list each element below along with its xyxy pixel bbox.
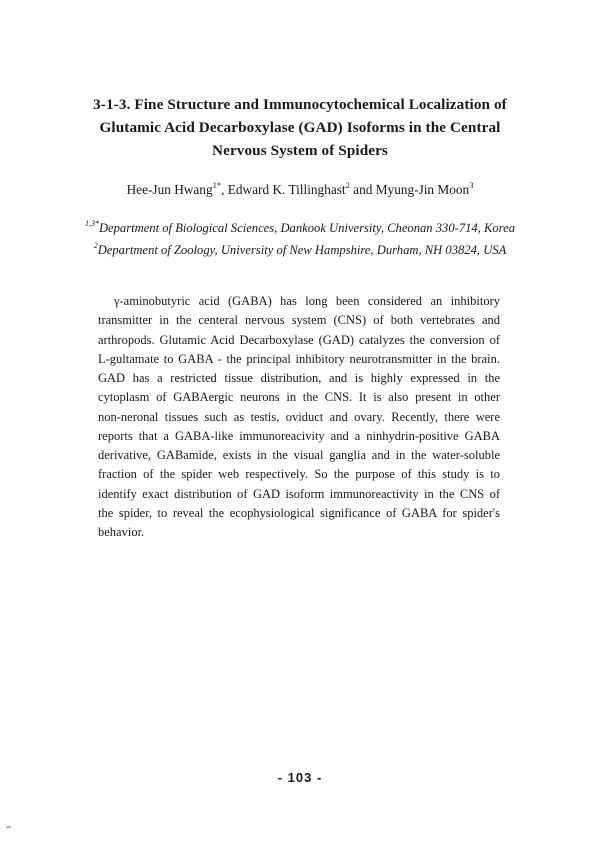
author-affiliation-mark: 2 [345,180,350,190]
affiliation [60,239,540,261]
author-name: Myung-Jin Moon [375,182,470,197]
abstract-line: reports that a GABA-like immunoreacivity and a ninhydrin-positive GABA [98,428,500,443]
author-list [60,180,540,200]
affiliation-text: Department of Biological Sciences, Dankook University, Cheonan 330-714, Korea [98,221,516,235]
author-separator: , [221,182,228,197]
abstract-line: transmitter in the centeral nervous system (CNS) of both vertebrates and [98,313,500,328]
author-affiliation-mark: 1* [212,180,222,190]
page-number: - 103 - [277,770,323,785]
abstract-line: GAD has a restricted tissue distribution, and is highly expressed in the [98,371,500,385]
abstract-line: derivative, GABamide, exists in the visual ganglia and in the water-soluble [98,448,500,462]
abstract-line: arthropods. Glutamic Acid Decarboxylase (GAD) catalyzes the conversion of [98,332,500,347]
abstract-line: fraction of the spider web respectively. So the purpose of this study is to [98,467,500,482]
author-affiliation-mark: 3 [469,180,474,190]
abstract-line: identify exact distribution of GAD isoform immunoreactivity in the CNS of [98,486,500,501]
title-line: Nervous System of Spiders [212,142,388,159]
abstract-line: cytoplasm of GABAergic neurons in the CNS. It is also present in other [98,390,500,405]
scan-mark [6,826,11,828]
author-name: Hee-Jun Hwang [126,182,213,197]
paper-title [60,93,540,162]
title-line: 3-1-3. Fine Structure and Immunocytochemical Localization of [93,96,507,113]
affiliation [60,217,540,239]
abstract-body [98,292,500,542]
title-line: Glutamic Acid Decarboxylase (GAD) Isoforms in the Central [99,119,501,136]
abstract-line: the spider, to reveal the ecophysiological significance of GABA for spider's [98,505,500,520]
affiliation-text: Department of Zoology, University of New Hampshire, Durham, NH 03824, USA [97,243,507,257]
abstract-line: non-neronal tissues such as testis, oviduct and ovary. Recently, there were [98,409,500,424]
abstract-line: γ-aminobutyric acid (GABA) has long been considered an inhibitory [114,294,500,308]
affiliation-list [60,217,540,261]
abstract-line: L-gultamate to GABA - the principal inhibitory neurotransmitter in the brain. [98,351,500,366]
affiliation-mark: 1,3* [84,219,99,228]
abstract-line: behavior. [98,525,145,539]
author-separator: and [349,182,376,197]
author-name: Edward K. Tillinghast [227,182,346,197]
affiliation-mark: 2 [93,241,98,250]
